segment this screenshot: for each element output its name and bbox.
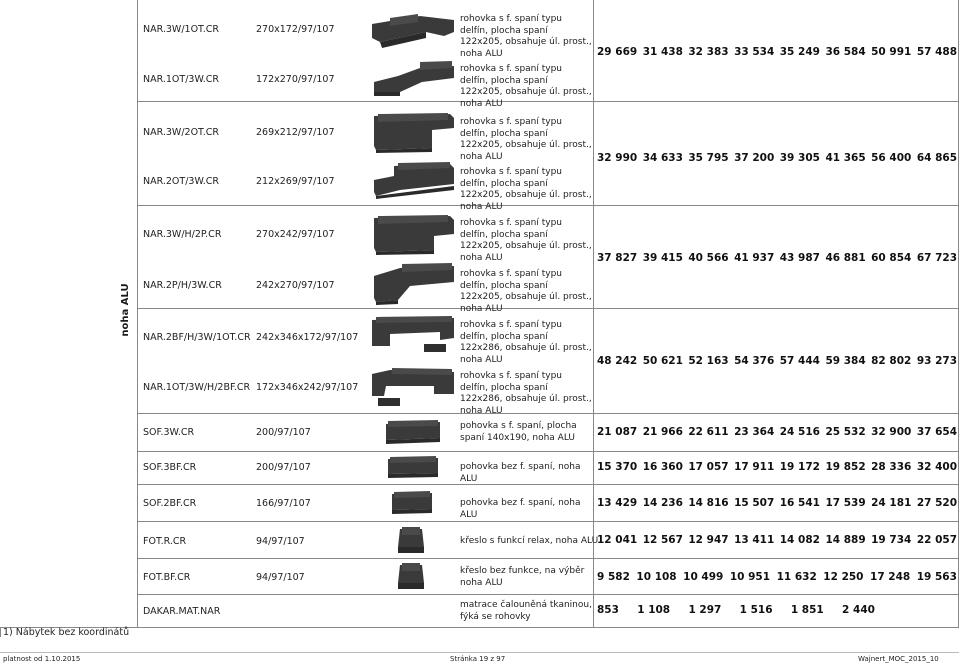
price-row [597, 426, 957, 438]
section-label: 1) Nábytek bez koordinátů [3, 627, 130, 638]
price-cell: 12 250 [823, 571, 864, 583]
product-code: DAKAR.MAT.NAR [143, 606, 221, 617]
product-code: SOF.3BF.CR [143, 462, 197, 473]
product-dimensions: 212x269/97/107 [256, 176, 335, 187]
price-cell: 1 516 [739, 604, 773, 616]
price-cell: 41 365 [825, 152, 866, 164]
product-code: FOT.R.CR [143, 536, 187, 547]
price-row [597, 252, 957, 264]
product-dimensions: 270x242/97/107 [256, 229, 335, 240]
price-cell: 43 987 [779, 252, 820, 264]
price-row [597, 46, 957, 58]
price-cell: 32 400 [916, 461, 957, 473]
price-cell: 16 360 [642, 461, 683, 473]
product-code: NAR.3W/1OT.CR [143, 24, 219, 35]
price-cell: 16 541 [779, 497, 820, 509]
price-cell: 13 429 [597, 497, 638, 509]
corner-sofa-icon [370, 10, 456, 50]
product-dimensions: 200/97/107 [256, 427, 311, 438]
product-description: rohovka s f. spaní typu delfín, plocha spaní 122x205, obsahuje úl. prost., noha ALU [460, 167, 592, 212]
price-cell: 32 990 [597, 152, 638, 164]
price-cell: 19 563 [916, 571, 957, 583]
price-cell: 59 384 [825, 355, 866, 367]
grid-line [0, 627, 1, 637]
corner-sofa-icon [370, 262, 456, 306]
price-cell: 17 248 [870, 571, 911, 583]
price-cell: 13 411 [734, 534, 775, 546]
price-cell: 15 370 [597, 461, 638, 473]
price-cell: 10 499 [683, 571, 724, 583]
price-cell: 19 734 [871, 534, 912, 546]
price-cell: 11 632 [776, 571, 817, 583]
price-cell: 41 937 [734, 252, 775, 264]
price-cell: 15 507 [734, 497, 775, 509]
product-description: rohovka s f. spaní typu delfín, plocha spaní 122x205, obsahuje úl. prost., noha ALU [460, 117, 592, 162]
corner-sofa-icon [370, 58, 456, 98]
price-cell: 21 966 [642, 426, 683, 438]
price-cell: 34 633 [642, 152, 683, 164]
price-cell: 22 057 [916, 534, 957, 546]
product-dimensions: 242x270/97/107 [256, 280, 335, 291]
product-dimensions: 94/97/107 [256, 572, 305, 583]
product-code: SOF.2BF.CR [143, 498, 197, 509]
price-cell: 14 236 [642, 497, 683, 509]
product-code: NAR.2OT/3W.CR [143, 176, 220, 187]
product-dimensions: 172x270/97/107 [256, 74, 335, 85]
product-dimensions: 172x346x242/97/107 [256, 382, 359, 393]
price-cell: 17 539 [825, 497, 866, 509]
loveseat-icon [390, 490, 434, 516]
price-cell: 54 376 [734, 355, 775, 367]
grid-line [137, 521, 959, 522]
footer-validity: platnost od 1.10.2015 [3, 655, 81, 663]
price-cell: 12 041 [597, 534, 638, 546]
footer-page-number: Stránka 19 z 97 [450, 655, 506, 663]
grid-line [137, 558, 959, 559]
price-cell: 28 336 [871, 461, 912, 473]
price-cell: 853 [597, 604, 619, 616]
price-cell: 14 889 [825, 534, 866, 546]
price-cell: 17 911 [734, 461, 775, 473]
product-description: pohovka s f. spaní, plocha spaní 140x190, noha ALU [460, 421, 577, 443]
product-dimensions: 270x172/97/107 [256, 24, 335, 35]
price-row [597, 604, 875, 616]
product-description: pohovka bez f. spaní, noha ALU [460, 462, 581, 484]
price-row [597, 534, 957, 546]
grid-line [593, 0, 594, 627]
price-cell: 19 172 [779, 461, 820, 473]
product-dimensions: 94/97/107 [256, 536, 305, 547]
price-cell: 39 415 [642, 252, 683, 264]
product-description: rohovka s f. spaní typu delfín, plocha spaní 122x286, obsahuje úl. prost., noha ALU [460, 320, 592, 365]
u-sofa-icon [370, 314, 456, 358]
price-cell: 9 582 [597, 571, 630, 583]
product-code: NAR.3W/2OT.CR [143, 127, 219, 138]
product-description: rohovka s f. spaní typu delfín, plocha spaní 122x205, obsahuje úl. prost., noha ALU [460, 14, 592, 59]
price-cell: 35 249 [779, 46, 820, 58]
price-cell: 1 297 [688, 604, 722, 616]
price-cell: 2 440 [842, 604, 875, 616]
price-cell: 14 816 [688, 497, 729, 509]
product-code: NAR.1OT/3W/H/2BF.CR [143, 382, 251, 393]
price-cell: 32 383 [688, 46, 729, 58]
price-cell: 33 534 [734, 46, 775, 58]
price-cell: 12 947 [688, 534, 729, 546]
product-description: rohovka s f. spaní typu delfín, plocha spaní 122x205, obsahuje úl. prost., noha ALU [460, 269, 592, 314]
product-dimensions: 200/97/107 [256, 462, 311, 473]
product-description: rohovka s f. spaní typu delfín, plocha spaní 122x205, obsahuje úl. prost., noha ALU [460, 218, 592, 263]
armchair-icon [396, 561, 426, 593]
price-cell: 32 900 [871, 426, 912, 438]
price-cell: 64 865 [916, 152, 957, 164]
product-description: matrace čalouněná tkaninou, fýká se rohovky [460, 600, 592, 622]
price-cell: 1 851 [790, 604, 824, 616]
price-cell: 39 305 [779, 152, 820, 164]
price-cell: 48 242 [597, 355, 638, 367]
price-cell: 50 991 [871, 46, 912, 58]
price-cell: 57 488 [916, 46, 957, 58]
side-label: noha ALU [120, 283, 131, 337]
product-description: rohovka s f. spaní typu delfín, plocha spaní 122x286, obsahuje úl. prost., noha ALU [460, 371, 592, 416]
price-cell: 35 795 [688, 152, 729, 164]
u-sofa-icon [370, 364, 456, 408]
price-cell: 24 516 [779, 426, 820, 438]
product-dimensions: 242x346x172/97/107 [256, 332, 359, 343]
product-description: křeslo s funkcí relax, noha ALU [460, 536, 599, 546]
price-cell: 37 200 [734, 152, 775, 164]
price-cell: 50 621 [642, 355, 683, 367]
price-cell: 25 532 [825, 426, 866, 438]
price-cell: 31 438 [642, 46, 683, 58]
price-cell: 19 852 [825, 461, 866, 473]
price-cell: 1 108 [637, 604, 671, 616]
price-cell: 10 108 [636, 571, 677, 583]
price-cell: 23 364 [734, 426, 775, 438]
product-code: FOT.BF.CR [143, 572, 191, 583]
product-dimensions: 269x212/97/107 [256, 127, 335, 138]
price-cell: 37 827 [597, 252, 638, 264]
product-description: rohovka s f. spaní typu delfín, plocha spaní 122x205, obsahuje úl. prost., noha ALU [460, 64, 592, 109]
product-code: NAR.1OT/3W.CR [143, 74, 220, 85]
product-code: NAR.2P/H/3W.CR [143, 280, 222, 291]
grid-line [0, 627, 959, 628]
footer-divider [0, 652, 959, 653]
price-cell: 82 802 [871, 355, 912, 367]
price-cell: 93 273 [916, 355, 957, 367]
price-cell: 27 520 [916, 497, 957, 509]
grid-line [137, 594, 959, 595]
price-row [597, 355, 957, 367]
price-cell: 57 444 [779, 355, 820, 367]
sofa-icon [384, 418, 442, 446]
price-row [597, 152, 957, 164]
sofa-icon [386, 455, 440, 479]
armchair-icon [396, 525, 426, 557]
price-row [597, 461, 957, 473]
grid-line [958, 0, 959, 627]
product-description: pohovka bez f. spaní, noha ALU [460, 498, 581, 520]
price-cell: 10 951 [729, 571, 771, 583]
corner-sofa-icon [370, 212, 456, 256]
product-description: křeslo bez funkce, na výběr noha ALU [460, 566, 585, 588]
grid-line [137, 0, 138, 627]
product-code: SOF.3W.CR [143, 427, 195, 438]
price-cell: 24 181 [871, 497, 912, 509]
price-cell: 36 584 [825, 46, 866, 58]
price-cell: 21 087 [597, 426, 638, 438]
price-cell: 56 400 [871, 152, 912, 164]
price-cell: 12 567 [642, 534, 683, 546]
price-row [597, 497, 957, 509]
product-dimensions: 166/97/107 [256, 498, 311, 509]
corner-sofa-icon [370, 110, 456, 154]
price-cell: 52 163 [688, 355, 729, 367]
price-cell: 46 881 [825, 252, 866, 264]
price-cell: 37 654 [916, 426, 957, 438]
grid-line [137, 451, 959, 452]
product-code: NAR.3W/H/2P.CR [143, 229, 222, 240]
price-cell: 40 566 [688, 252, 729, 264]
price-cell: 22 611 [688, 426, 729, 438]
footer-document-id: Wajnert_MOC_2015_10 [858, 655, 939, 663]
price-cell: 29 669 [597, 46, 638, 58]
price-cell: 67 723 [916, 252, 957, 264]
price-cell: 14 082 [779, 534, 820, 546]
price-cell: 17 057 [688, 461, 729, 473]
product-code: NAR.2BF/H/3W/1OT.CR [143, 332, 251, 343]
price-row [597, 571, 957, 583]
price-cell: 60 854 [871, 252, 912, 264]
corner-sofa-icon [370, 160, 456, 200]
